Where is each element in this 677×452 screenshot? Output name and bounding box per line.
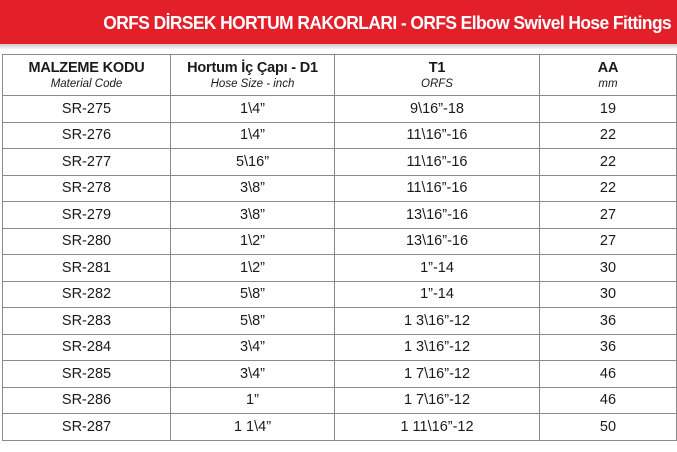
table-row xyxy=(3,228,677,255)
cell-t1: 1”-14 xyxy=(335,281,540,308)
table-body xyxy=(3,96,677,441)
cell-material-code: SR-287 xyxy=(3,414,171,441)
cell-hose-size: 1” xyxy=(171,387,335,414)
header-row xyxy=(3,55,677,96)
cell-aa: 22 xyxy=(540,149,677,176)
cell-material-code: SR-282 xyxy=(3,281,171,308)
column-header-sublabel: Material Code xyxy=(50,77,123,90)
cell-t1: 1 7\16”-12 xyxy=(335,361,540,388)
cell-aa: 46 xyxy=(540,387,677,414)
title-banner xyxy=(0,0,677,44)
cell-aa: 22 xyxy=(540,175,677,202)
column-header-label: AA xyxy=(597,59,619,76)
column-header-material-code xyxy=(3,55,171,96)
cell-hose-size: 5\8” xyxy=(171,281,335,308)
cell-material-code: SR-278 xyxy=(3,175,171,202)
cell-hose-size: 3\4” xyxy=(171,334,335,361)
cell-t1: 13\16”-16 xyxy=(335,228,540,255)
cell-t1: 9\16”-18 xyxy=(335,96,540,123)
cell-t1: 1 11\16”-12 xyxy=(335,414,540,441)
cell-hose-size: 1 1\4” xyxy=(171,414,335,441)
cell-material-code: SR-275 xyxy=(3,96,171,123)
cell-material-code: SR-280 xyxy=(3,228,171,255)
cell-material-code: SR-279 xyxy=(3,202,171,229)
table-row xyxy=(3,122,677,149)
table-row xyxy=(3,308,677,335)
column-header-label: Hortum İç Çapı - D1 xyxy=(187,59,318,76)
table-row xyxy=(3,281,677,308)
table-row xyxy=(3,175,677,202)
cell-material-code: SR-277 xyxy=(3,149,171,176)
cell-t1: 11\16”-16 xyxy=(335,122,540,149)
table-row xyxy=(3,387,677,414)
cell-hose-size: 5\8” xyxy=(171,308,335,335)
cell-material-code: SR-285 xyxy=(3,361,171,388)
column-header-label: MALZEME KODU xyxy=(28,59,145,76)
table-row xyxy=(3,255,677,282)
cell-hose-size: 3\8” xyxy=(171,175,335,202)
cell-t1: 11\16”-16 xyxy=(335,149,540,176)
banner-shadow xyxy=(0,44,677,50)
table-row xyxy=(3,149,677,176)
table-row xyxy=(3,202,677,229)
cell-t1: 1”-14 xyxy=(335,255,540,282)
column-header-t1 xyxy=(335,55,540,96)
column-header-hose-size xyxy=(171,55,335,96)
cell-aa: 27 xyxy=(540,202,677,229)
cell-material-code: SR-283 xyxy=(3,308,171,335)
cell-material-code: SR-284 xyxy=(3,334,171,361)
cell-hose-size: 1\2” xyxy=(171,228,335,255)
cell-aa: 50 xyxy=(540,414,677,441)
table-header xyxy=(3,55,677,96)
cell-aa: 30 xyxy=(540,255,677,282)
cell-aa: 19 xyxy=(540,96,677,123)
cell-aa: 22 xyxy=(540,122,677,149)
column-header-sublabel: ORFS xyxy=(421,77,453,90)
cell-t1: 11\16”-16 xyxy=(335,175,540,202)
cell-hose-size: 3\8” xyxy=(171,202,335,229)
cell-aa: 36 xyxy=(540,308,677,335)
cell-aa: 27 xyxy=(540,228,677,255)
cell-hose-size: 1\2” xyxy=(171,255,335,282)
cell-t1: 1 3\16”-12 xyxy=(335,308,540,335)
table-row xyxy=(3,361,677,388)
cell-hose-size: 1\4” xyxy=(171,122,335,149)
cell-hose-size: 5\16” xyxy=(171,149,335,176)
cell-t1: 13\16”-16 xyxy=(335,202,540,229)
column-header-label: T1 xyxy=(428,59,446,76)
cell-aa: 30 xyxy=(540,281,677,308)
table-row xyxy=(3,96,677,123)
cell-t1: 1 3\16”-12 xyxy=(335,334,540,361)
cell-hose-size: 3\4” xyxy=(171,361,335,388)
cell-t1: 1 7\16”-12 xyxy=(335,387,540,414)
cell-material-code: SR-286 xyxy=(3,387,171,414)
fittings-table-container xyxy=(2,54,676,441)
column-header-aa xyxy=(540,55,677,96)
cell-hose-size: 1\4” xyxy=(171,96,335,123)
column-header-sublabel: mm xyxy=(598,77,618,90)
cell-material-code: SR-281 xyxy=(3,255,171,282)
column-header-sublabel: Hose Size - inch xyxy=(210,77,295,90)
table-row xyxy=(3,414,677,441)
page-title: ORFS DİRSEK HORTUM RAKORLARI - ORFS Elbow Swivel Hose Fittings xyxy=(103,12,671,33)
table-row xyxy=(3,334,677,361)
cell-aa: 36 xyxy=(540,334,677,361)
cell-material-code: SR-276 xyxy=(3,122,171,149)
fittings-table xyxy=(2,54,677,441)
cell-aa: 46 xyxy=(540,361,677,388)
